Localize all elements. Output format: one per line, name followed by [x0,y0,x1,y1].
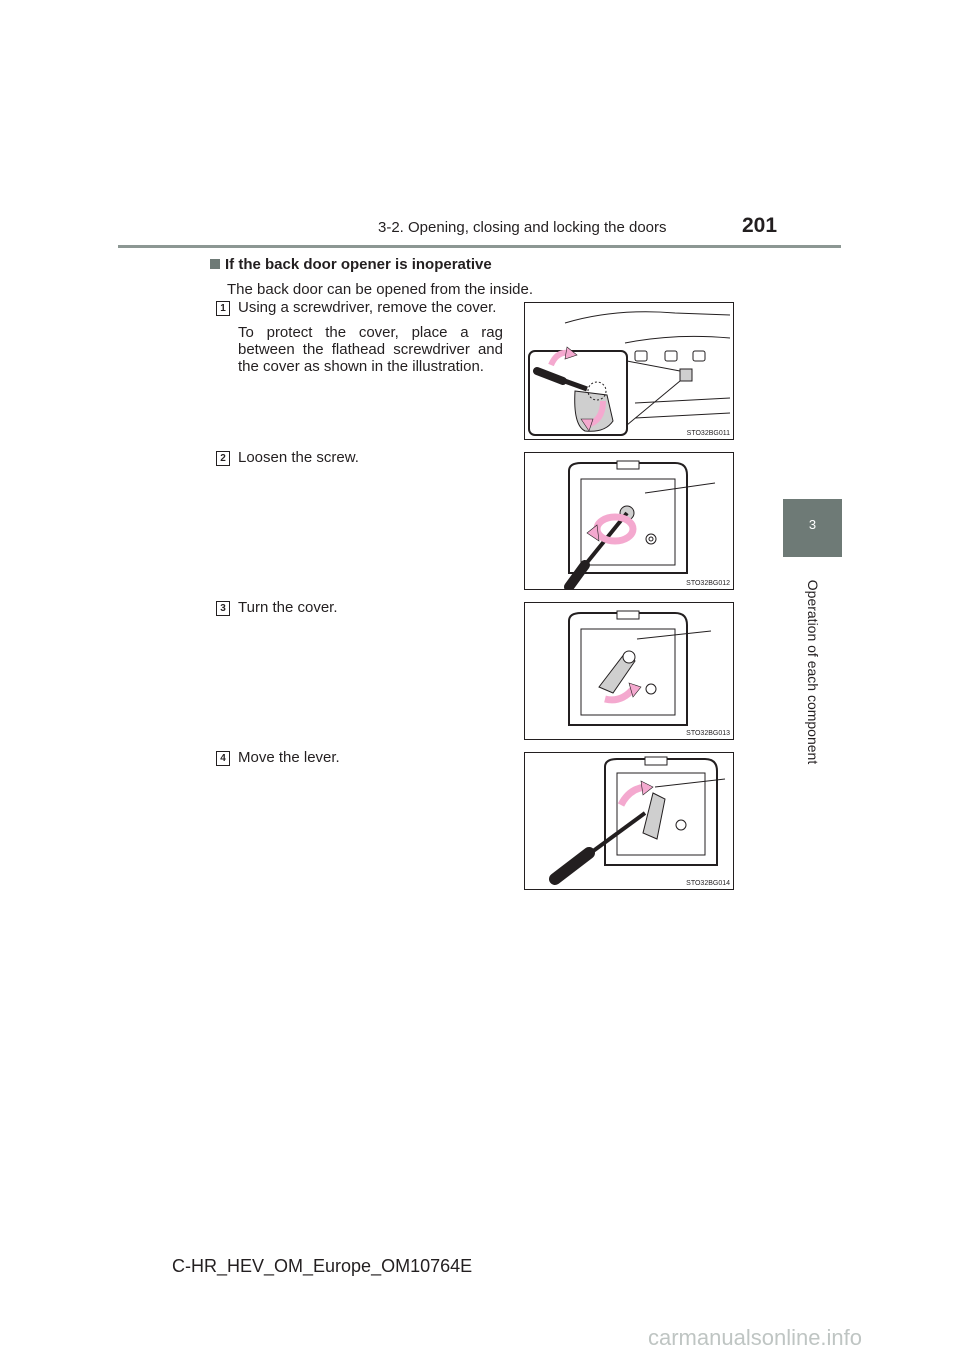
cover-removal-illustration [525,303,733,439]
header-title: 3-2. Opening, closing and locking the doors [378,219,667,236]
step-text-4: Move the lever. [238,749,340,766]
illustration-4 [524,752,734,890]
illustration-3 [524,602,734,740]
step-number-2: 2 [216,451,230,466]
illustration-code-1: STO32BG011 [686,430,730,437]
section-intro: The back door can be opened from the inside. [227,281,534,298]
lever-moving-illustration [525,753,733,889]
chapter-number: 3 [808,517,817,532]
document-id: C-HR_HEV_OM_Europe_OM10764E [172,1256,473,1276]
watermark: carmanualsonline.info [648,1325,863,1350]
step-number-4: 4 [216,751,230,766]
step-text-1: Using a screwdriver, remove the cover. [238,299,497,316]
illustration-code-3: STO32BG013 [686,730,730,737]
step-note-1: To protect the cover, place a rag between the flathead screwdriver and the cover as shown in the illustration. [238,324,503,375]
step-number-1: 1 [216,301,230,316]
screw-loosening-illustration [525,453,733,589]
page-number: 201 [742,214,778,237]
illustration-code-2: STO32BG012 [686,580,730,587]
illustration-2 [524,452,734,590]
cover-turning-illustration [525,603,733,739]
section-heading [210,256,492,273]
step-number-3: 3 [216,601,230,616]
heading-square-icon [210,259,220,269]
step-text-3: Turn the cover. [238,599,338,616]
section-heading-text: If the back door opener is inoperative [225,256,492,273]
illustration-1 [524,302,734,440]
header-rule [118,245,841,248]
chapter-title: Operation of each component [805,579,821,765]
step-text-2: Loosen the screw. [238,449,359,466]
illustration-code-4: STO32BG014 [686,880,730,887]
